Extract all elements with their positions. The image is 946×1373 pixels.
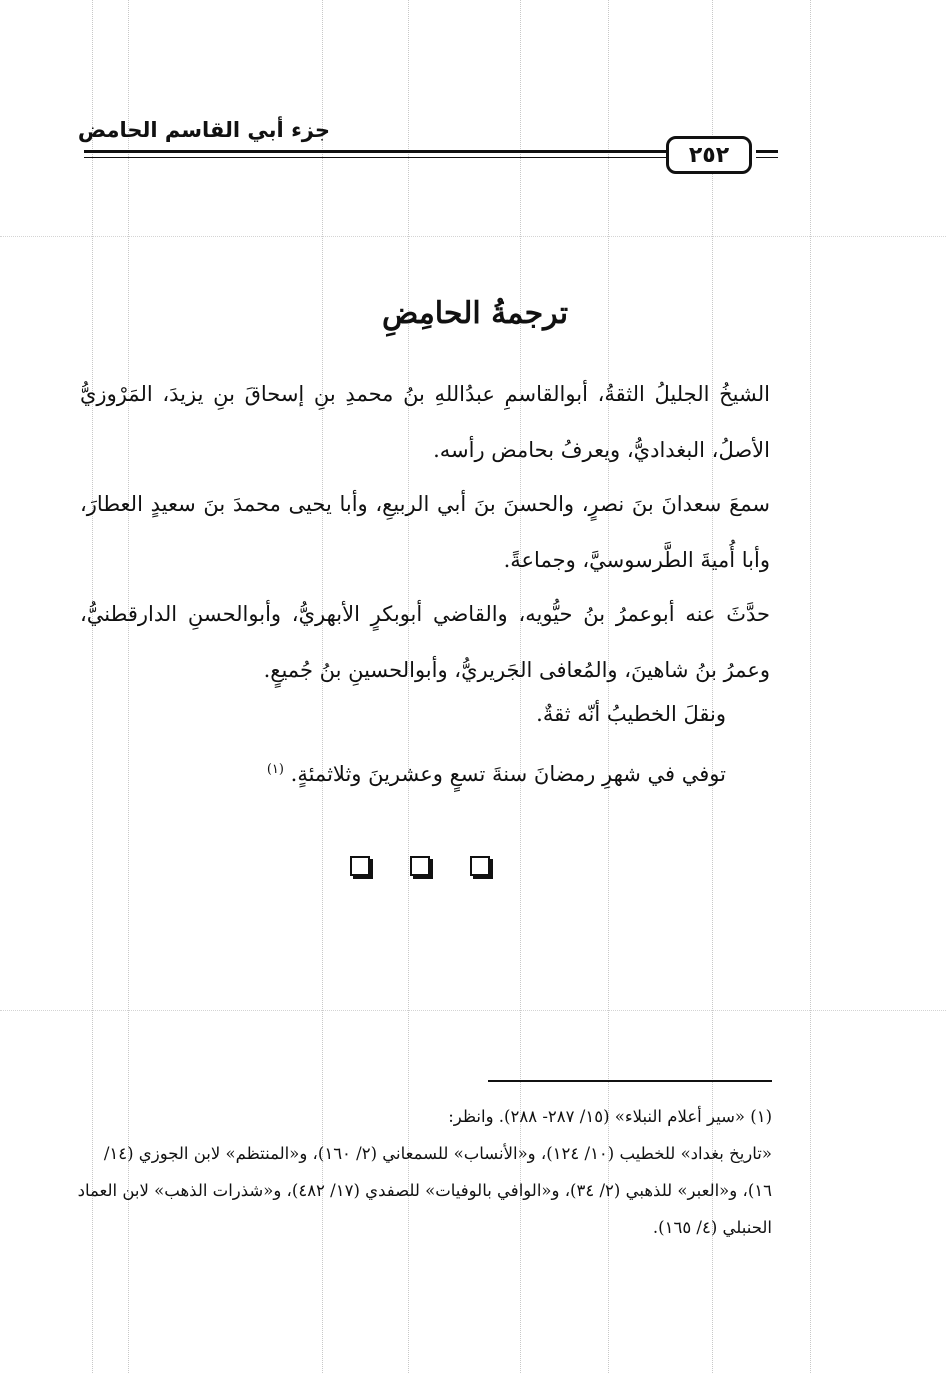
footnote-continuation: «تاريخ بغداد» للخطيب (١٠/ ١٢٤)، و«الأنساب» للسمعاني (٢/ ١٦٠)، و«المنتظم» لابن الجوزي (١٤/ ١٦)، و«العبر» للذهبي (٢/ ٣٤)، و«الوافي بالوفيات» للصفدي (١٧/ ٤٨٢)، و«شذرات الذهب» لابن العماد الحنبلي (٤/ ١٦٥). [77,1144,772,1237]
header-rule [756,150,778,153]
scan-guide-line [810,0,811,1373]
header-rule [84,157,666,158]
footnote-reference[interactable]: (١) [266,762,284,777]
paragraph: سمعَ سعدانَ بنَ نصرٍ، والحسنَ بنَ أبي الربيعِ، وأبا يحيى محمدَ بنَ سعيدٍ العطارَ، وأبا أُميةَ الطَّرسوسيَّ، وجماعةً. [80,492,770,572]
paragraph: الشيخُ الجليلُ الثقةُ، أبوالقاسمِ عبدُاللهِ بنُ محمدِ بنِ إسحاقَ بنِ يزيدَ، المَرْوزيُّ الأصلُ، البغداديُّ، ويعرفُ بحامض رأسه. [80,382,770,462]
running-title: جزء أبي القاسم الحامض [77,118,330,142]
page-number-badge [666,136,752,174]
square-ornament-icon [410,856,430,876]
footnote: (١) «سير أعلام النبلاء» (١٥/ ٢٨٧- ٢٨٨). وانظر: [448,1107,772,1126]
square-ornament-icon [350,856,370,876]
paragraph: ونقلَ الخطيبُ أنّه ثقةٌ. [536,702,726,726]
paragraph: حدَّثَ عنه أبوعمرُ بنُ حيُّويه، والقاضي أبوبكرٍ الأبهريُّ، وأبوالحسنِ الدارقطنيُّ، وعمرُ بنُ شاهينَ، والمُعافى الجَريريُّ، وأبوالحسينِ بنُ جُميعٍ. [80,602,770,682]
paragraph-text: توفي في شهرِ رمضانَ سنةَ تسعٍ وعشرينَ وثلاثمئةٍ. [290,762,726,786]
footnotes [70,1098,772,1246]
scan-guide-line [0,236,946,237]
page-number: ٢٥٢ [688,142,730,168]
header-rule [756,157,778,158]
section-end-marks [350,856,490,886]
header-rule [84,150,666,153]
square-ornament-icon [470,856,490,876]
footnote-separator [488,1080,772,1082]
section-heading: ترجمةُ الحامِضِ [381,296,569,331]
paragraph-with-footnote [166,742,726,802]
scan-guide-line [0,1010,946,1011]
